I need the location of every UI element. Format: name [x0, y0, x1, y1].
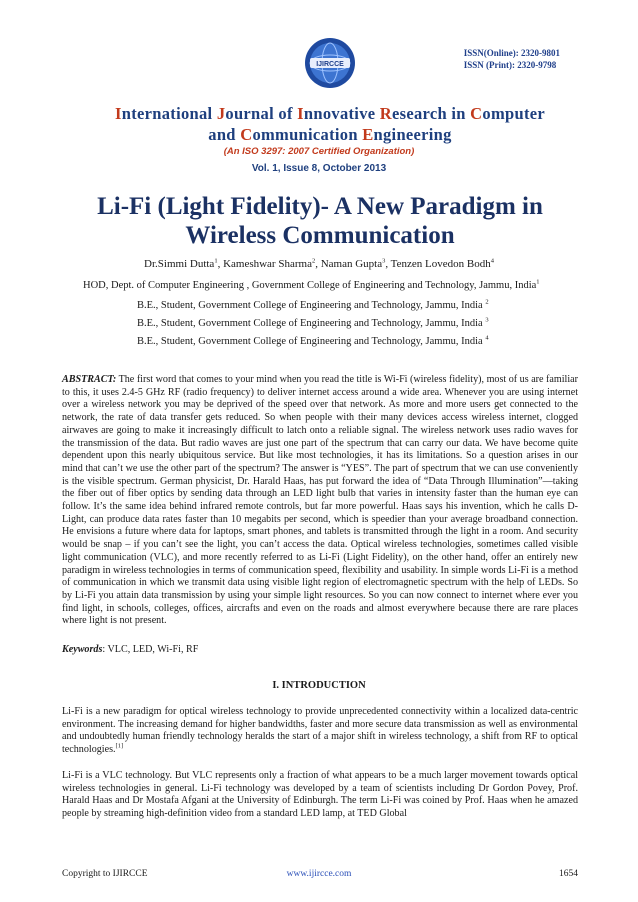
footer-url-link[interactable]: www.ijircce.com: [286, 869, 352, 879]
author-name: Naman Gupta: [320, 258, 383, 270]
author-name: Tenzen Lovedon Bodh: [390, 258, 491, 270]
page-number: 1654: [559, 869, 578, 879]
keywords: [62, 644, 198, 655]
journal-logo: [304, 37, 356, 89]
intro-paragraph-1: Li-Fi is a new paradigm for optical wireless technology to provide unprecedented connectivity within a localized data-centric environment. The increasing demand for higher bandwidths, faster and more secure data transmission as well as environmental and undoubtedly human friendly technology heralds the start of a major shift in wireless technology, a shift from RF to optical technologies.[1]: [62, 706, 578, 756]
logo-text: IJIRCCE: [316, 61, 344, 68]
keywords-text: : VLC, LED, Wi-Fi, RF: [102, 644, 199, 655]
abstract-label: ABSTRACT:: [62, 374, 117, 385]
author-name: Kameshwar Sharma: [223, 258, 312, 270]
paper-title: [60, 192, 580, 250]
journal-name-line2: and Communication Engineering: [208, 125, 452, 144]
iso-certification: (An ISO 3297: 2007 Certified Organization): [223, 146, 415, 157]
author-name: Dr.Simmi Dutta: [144, 258, 215, 270]
issn-online: ISSN(Online): 2320-9801: [463, 48, 560, 58]
paper-title-line1: Li-Fi (Light Fidelity)- A New Paradigm in: [97, 193, 543, 220]
journal-name-line1: International Journal of Innovative Research in Computer: [115, 104, 545, 123]
abstract-text: The first word that comes to your mind when you read the title is Wi-Fi (wireless fidelity), most of us are familiar to this, it uses 2.4-5 GHz RF (radio frequency) to deliver internet access around a wide area. Whenever you are using internet over a wireless network you may be deprived of the speed over that network. As more and more users get connected to the network, the rate of data transfer gets reduced. So when people with their many devices access wireless internet, clogged airwaves are going to make it increasingly difficult to latch onto a reliable signal. The wireless network uses radio waves for the transmission of the data. But radio waves are just one part of the spectrum that can carry our data. We have become quite dependent upon this nearly ubiquitous service. But like most technologies, it has its limitations. So a question arises in our mind that can’t we use the other part of the spectrum? The answer is “YES”. The part of spectrum that we can use conveniently is the visible spectrum. German physicist, Dr. Harald Haas, has put forward the idea of “Data Through Illumination”—taking the fiber out of fiber optics by sending data through an LED light bulb that varies in intensity faster than the human eye can follow. It’s the same idea behind infrared remote controls, but far more powerful. Haas says his invention, which he calls D-Light, can produce data rates faster than 10 megabits per second, which is speedier than your average broadband connection. He envisions a future where data for laptops, smart phones, and tablets is transmitted through the light in a room. And security would be snap – if you can’t see the light, you can’t access the data. Optical wireless technologies, sometimes called visible light communication (VLC), and more recently referred to as Li-Fi (Light Fidelity), on the other hand, offer an entirely new paradigm in wireless technologies in terms of communication speed, flexibility and usability. In simple words Li-Fi is a method of communication in which we transmit data using visible light region of electromagnetic spectrum with the help of LEDs. So by Li-Fi you attain data transmission by using your simple light resources. So you can now connect to internet where ever you find light, in schools, colleges, offices, aircrafts and even on the roads and almost everywhere because there are rare places where light is not present.: [62, 374, 578, 627]
author-list: Dr.Simmi Dutta$^1$, Kameshwar Sharma$^2$, Naman Gupta$^3$, Tenzen Lovedon Bodh$^4$: [144, 257, 494, 270]
abstract: [62, 374, 578, 628]
section-heading: I. INTRODUCTION: [272, 680, 366, 691]
affiliation: B.E., Student, Government College of Engineering and Technology, Jammu, India $^2$: [137, 298, 489, 311]
affiliation: B.E., Student, Government College of Engineering and Technology, Jammu, India $^3$: [137, 316, 489, 329]
intro-paragraph-2: Li-Fi is a VLC technology. But VLC represents only a fraction of what appears to be a much larger movement towards optical wireless technologies in general. Li-Fi technology was developed by a team of scientists including Dr Gordon Povey, Prof. Harald Haas and Dr Mostafa Afgani at the University of Edinburgh. The term Li-Fi was coined by Prof. Haas when he amazed people by streaming high-definition video from a standard LED lamp, at TED Global: [62, 770, 578, 820]
paper-title-line2: Wireless Communication: [185, 222, 455, 249]
issn-block: [464, 47, 560, 71]
keywords-label: Keywords: [62, 644, 103, 655]
issn-print: ISSN (Print): 2320-9798: [463, 60, 557, 70]
volume-issue: Vol. 1, Issue 8, October 2013: [251, 163, 387, 174]
citation-ref: [1]: [115, 742, 124, 750]
footer-copyright: Copyright to IJIRCCE: [62, 869, 148, 879]
affiliation: B.E., Student, Government College of Engineering and Technology, Jammu, India $^4$: [137, 334, 489, 347]
affiliation: HOD, Dept. of Computer Engineering , Government College of Engineering and Technology, Jammu, India$^1$: [83, 278, 540, 291]
journal-name: [60, 103, 600, 145]
